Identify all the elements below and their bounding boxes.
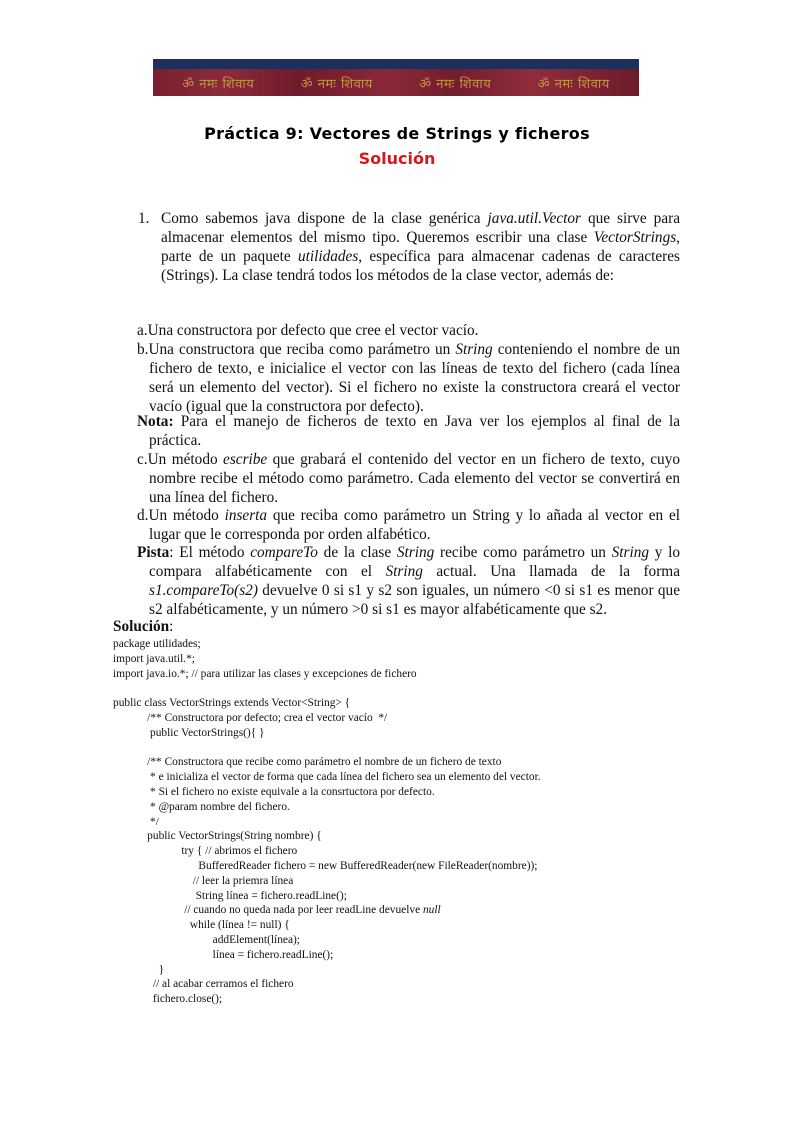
code-line: fichero.close(); — [113, 993, 223, 1006]
code-line — [113, 741, 541, 756]
code-line: /** Constructora que recibe como parámetro el nombre de un fichero de texto — [113, 756, 502, 769]
hint-label: Pista — [137, 544, 170, 561]
code-line: */ — [113, 815, 159, 828]
code-line: while (línea != null) { — [113, 919, 290, 932]
text-run: recibe como parámetro un — [434, 544, 612, 561]
code-line: /** Constructora por defecto; crea el vector vacío */ — [113, 711, 388, 724]
banner-phrase: ॐ नमः शिवाय — [419, 76, 492, 92]
text-run: : El método — [169, 544, 251, 561]
page-title: Práctica 9: Vectores de Strings y ficheros — [204, 124, 590, 143]
code-line: // cuando no queda nada por leer readLine devuelve null — [113, 904, 441, 917]
banner-phrase: ॐ नमः शिवाय — [537, 76, 610, 92]
code-listing — [113, 637, 541, 1007]
text-run: que grabará el contenido del vector en un fichero de texto, cuyo nombre recibe el método como parámetro. Cada elemento del vector se convertirá en una línea del fichero. — [149, 451, 680, 506]
code-line: * e inicializa el vector de forma que cada línea del fichero sea un elemento del vector. — [113, 771, 541, 784]
text-run: , parte de un paquete — [161, 229, 680, 265]
list-text: Una constructora por defecto que cree el vector vacío. — [147, 322, 479, 339]
hint-content — [137, 543, 680, 619]
code-line: línea = fichero.readLine(); — [113, 948, 334, 961]
code-line: addElement(línea); — [113, 933, 300, 946]
banner-phrase: ॐ नमः शिवाय — [300, 76, 373, 92]
code-line: * Si el fichero no existe equivale a la consrtuctora por defecto. — [113, 785, 435, 798]
code-line — [113, 681, 541, 696]
type-name: String — [385, 563, 423, 580]
text-run: Un método — [147, 451, 224, 468]
note-text: Para el manejo de ficheros de texto en Java ver los ejemplos al final de la práctica. — [149, 413, 680, 449]
text-run: conteniendo el nombre de un fichero de texto, e inicialice el vector con las líneas de texto del fichero (cada línea será un elemento del vector). Si el fichero no existe la constructora creará el vector vacío (igual que la constructora por defecto). — [149, 341, 680, 415]
text-run: que sirve para almacenar elementos del mismo tipo. Queremos escribir una clase — [161, 210, 680, 246]
list-item-a — [137, 321, 680, 340]
code-line: try { // abrimos el fichero — [113, 845, 298, 858]
list-item-b — [137, 340, 680, 416]
class-name: java.util.Vector — [487, 210, 582, 227]
solution-heading — [113, 618, 173, 636]
text-run: devuelve 0 si s1 y s2 son iguales, un número <0 si s1 es menor que s2 alfabéticamente, y un número >0 si s1 es mayor alfabéticamente que s2. — [149, 582, 680, 618]
code-line: import java.util.*; — [113, 652, 195, 665]
hint-paragraph — [137, 543, 680, 619]
list-item-a-content — [137, 321, 680, 340]
code-line: } — [113, 963, 165, 976]
exercise-intro — [138, 209, 680, 285]
list-item-d — [137, 506, 680, 544]
exercise-number: 1. — [138, 210, 150, 227]
list-label: a. — [137, 322, 148, 339]
code-line: import java.io.*; // para utilizar las clases y excepciones de fichero — [113, 667, 417, 680]
note-paragraph — [137, 412, 680, 450]
exercise-intro-text — [161, 209, 680, 285]
page-subtitle: Solución — [358, 149, 436, 168]
list-item-c-content — [137, 450, 680, 507]
package-name: utilidades — [297, 248, 359, 265]
banner-top-band — [153, 59, 639, 69]
banner-phrase: ॐ नमः शिवाय — [182, 76, 255, 92]
banner-bottom-band — [153, 69, 639, 96]
type-name: String — [396, 544, 435, 561]
text-run: Un método — [148, 507, 225, 524]
method-name: inserta — [224, 507, 268, 524]
text-run: Una constructora que reciba como parámetro un — [148, 341, 456, 358]
code-line: public VectorStrings(){ } — [113, 726, 265, 739]
note-content — [137, 412, 680, 450]
method-name: escribe — [223, 451, 268, 468]
list-label: c. — [137, 451, 148, 468]
code-line: String línea = fichero.readLine(); — [113, 889, 347, 902]
text-run: y lo compara alfabéticamente con el — [149, 544, 681, 580]
text-run: Como sabemos java dispone de la clase genérica — [161, 210, 488, 227]
decorative-banner — [153, 59, 639, 96]
type-name: String — [611, 544, 649, 561]
code-line: * @param nombre del fichero. — [113, 800, 290, 813]
class-name: VectorStrings — [593, 229, 677, 246]
text-run: que reciba como parámetro un String y lo añada al vector en el lugar que le corresponda por orden alfabético. — [149, 507, 680, 543]
code-line: package utilidades; — [113, 638, 201, 650]
text-run: , específica para almacenar cadenas de caracteres (Strings). La clase tendrá todos los métodos de la clase vector, además de: — [161, 248, 681, 284]
solution-heading-colon: : — [169, 618, 174, 635]
list-item-d-content — [137, 506, 680, 544]
type-name: String — [455, 341, 493, 358]
solution-heading-text: Solución — [113, 618, 170, 635]
code-keyword: null — [422, 904, 441, 917]
list-item-c — [137, 450, 680, 507]
note-label: Nota: — [137, 413, 174, 430]
list-item-b-content — [137, 340, 680, 416]
code-line: BufferedReader fichero = new BufferedReader(new FileReader(nombre)); — [113, 859, 538, 872]
list-label: b. — [137, 341, 149, 358]
text-run: de la clase — [317, 544, 397, 561]
code-expression: s1.compareTo(s2) — [149, 582, 258, 599]
code-line: public class VectorStrings extends Vector<String> { — [113, 697, 351, 710]
text-run: actual. Una llamada de la forma — [422, 563, 680, 580]
method-name: compareTo — [250, 544, 318, 561]
code-line: public VectorStrings(String nombre) { — [113, 830, 322, 843]
code-line: // al acabar cerramos el fichero — [113, 978, 294, 991]
list-label: d. — [137, 507, 149, 524]
code-line: // leer la priemra línea — [113, 874, 294, 887]
